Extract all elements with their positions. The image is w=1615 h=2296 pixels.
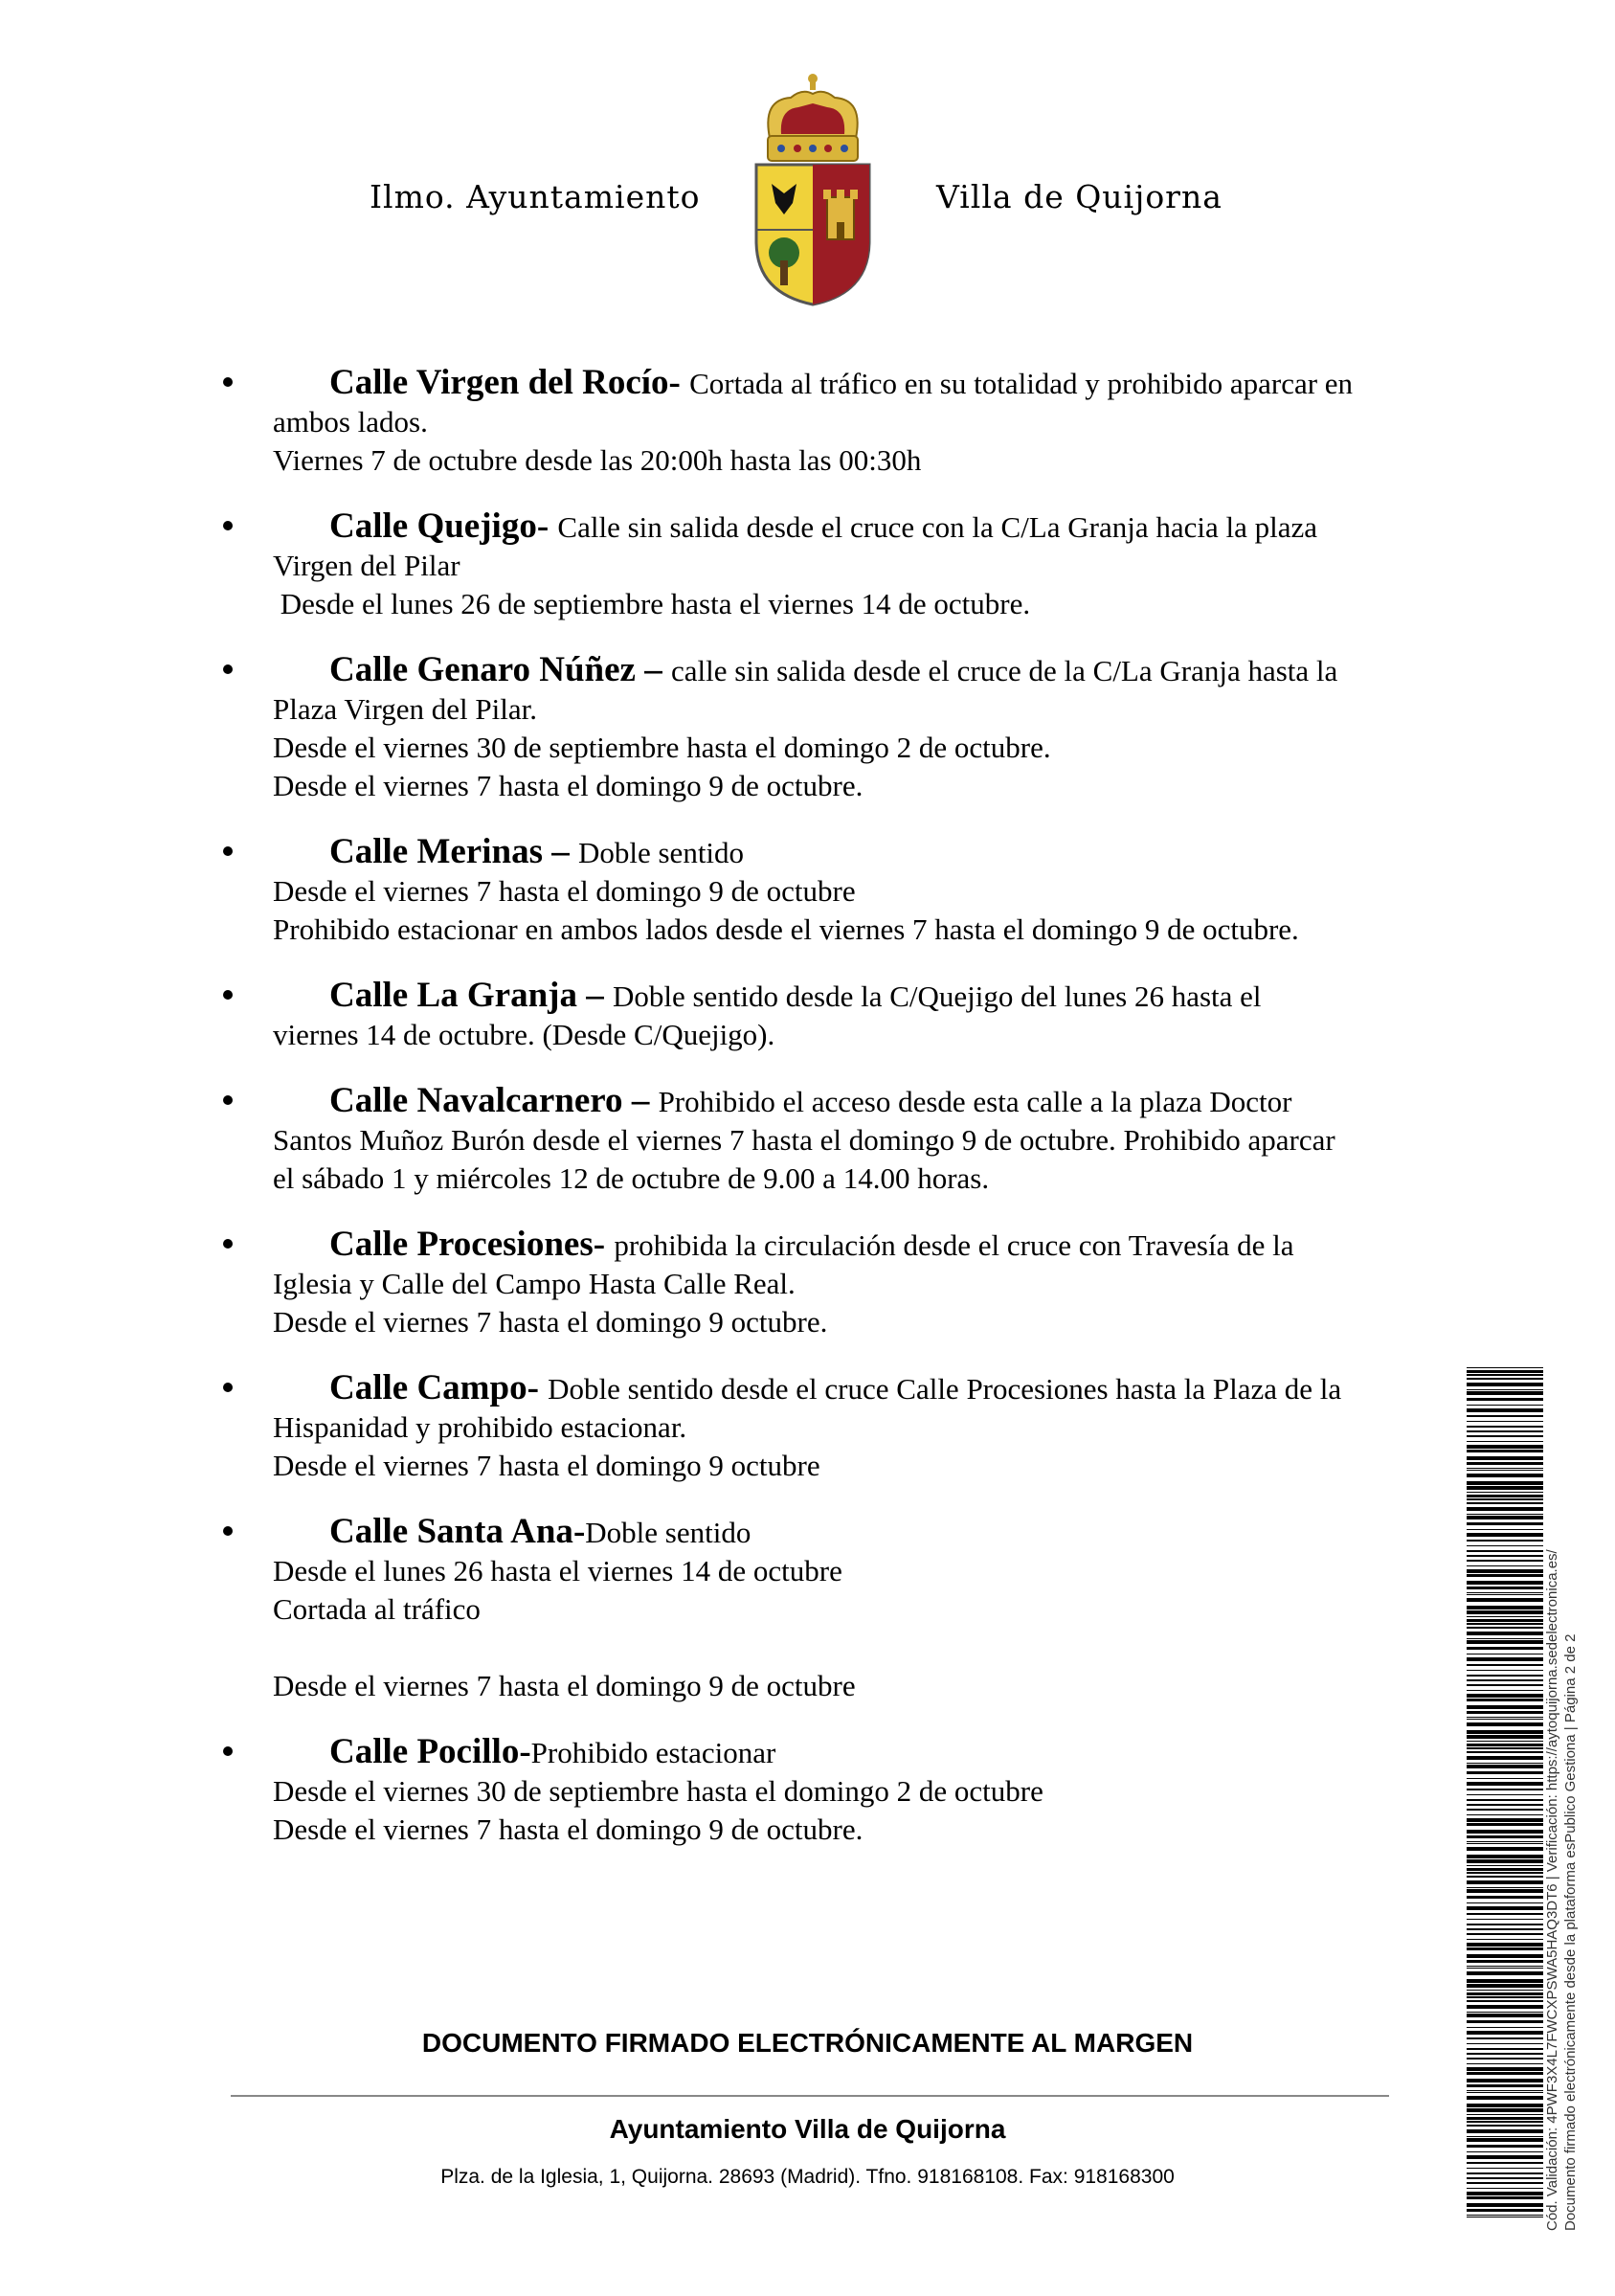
detail-line: Desde el lunes 26 hasta el viernes 14 de octubre	[273, 1554, 842, 1587]
street-description: calle sin salida desde el cruce de la C/La Granja hasta la	[670, 654, 1338, 687]
street-item	[220, 1082, 1455, 1198]
validation-line-2: Documento firmado electrónicamente desde la plataforma esPublico Gestiona | Página 2 de 2	[1562, 1633, 1579, 2231]
bullet-icon	[223, 664, 233, 674]
detail-line: Desde el viernes 7 hasta el domingo 9 de octubre	[273, 874, 856, 908]
detail-line: Desde el lunes 26 de septiembre hasta el viernes 14 de octubre.	[273, 587, 1031, 620]
street-item	[220, 1369, 1455, 1485]
detail-line: viernes 14 de octubre. (Desde C/Quejigo).	[273, 1018, 775, 1051]
footer-address: Plza. de la Iglesia, 1, Quijorna. 28693 (Madrid). Tfno. 918168108. Fax: 918168300	[440, 2166, 1175, 2188]
street-name: Calle Pocillo	[329, 1732, 520, 1771]
street-description: Doble sentido	[577, 836, 745, 869]
street-description: Prohibido el acceso desde esta calle a la plaza Doctor	[658, 1085, 1292, 1118]
street-separator: -	[519, 1732, 531, 1771]
bullet-icon	[223, 377, 233, 387]
street-item	[220, 651, 1455, 805]
detail-line: Cortada al tráfico	[273, 1592, 481, 1626]
street-item	[220, 507, 1455, 623]
street-name: Calle La Granja	[329, 976, 577, 1015]
detail-line: Desde el viernes 7 hasta el domingo 9 octubre.	[273, 1305, 828, 1339]
detail-line: Desde el viernes 30 de septiembre hasta el domingo 2 de octubre	[273, 1774, 1043, 1808]
street-separator: -	[527, 1368, 549, 1407]
detail-line: Desde el viernes 7 hasta el domingo 9 de octubre.	[273, 1812, 864, 1846]
street-separator: –	[622, 1081, 659, 1120]
bullet-icon	[223, 1383, 233, 1392]
street-separator: –	[576, 976, 613, 1015]
detail-line: Hispanidad y prohibido estacionar.	[273, 1410, 687, 1444]
street-name: Calle Virgen del Rocío	[329, 363, 669, 402]
street-description: Doble sentido desde la C/Quejigo del lunes 26 hasta el	[612, 979, 1262, 1013]
detail-line: ambos lados.	[273, 405, 428, 439]
street-description: prohibida la circulación desde el cruce con Travesía de la	[614, 1228, 1294, 1262]
street-description: Doble sentido	[585, 1516, 751, 1549]
footer-divider	[231, 2095, 1389, 2097]
footer-name: Ayuntamiento Villa de Quijorna	[609, 2114, 1006, 2144]
blank-line	[273, 1629, 1455, 1667]
street-item	[220, 833, 1455, 949]
detail-line: Santos Muñoz Burón desde el viernes 7 hasta el domingo 9 de octubre. Prohibido aparcar	[273, 1123, 1335, 1157]
street-separator: –	[542, 832, 578, 871]
header-right-title: Villa de Quijorna	[936, 178, 1222, 215]
street-separator: -	[536, 506, 558, 546]
bullet-icon	[223, 1095, 233, 1105]
street-description: Calle sin salida desde el cruce con la C/La Granja hacia la plaza	[557, 510, 1317, 544]
street-description: Cortada al tráfico en su totalidad y prohibido aparcar en	[689, 367, 1354, 400]
street-separator: -	[572, 1512, 586, 1551]
street-separator: -	[668, 363, 690, 402]
bullet-icon	[223, 1746, 233, 1756]
detail-line: Plaza Virgen del Pilar.	[273, 692, 537, 726]
street-description: Doble sentido desde el cruce Calle Procesiones hasta la Plaza de la	[548, 1372, 1342, 1406]
detail-line: Desde el viernes 7 hasta el domingo 9 octubre	[273, 1449, 820, 1482]
street-separator: -	[593, 1225, 615, 1264]
bullet-icon	[223, 1239, 233, 1249]
detail-line: Virgen del Pilar	[273, 549, 460, 582]
detail-line: Prohibido estacionar en ambos lados desde el viernes 7 hasta el domingo 9 de octubre.	[273, 912, 1299, 946]
street-item	[220, 1513, 1455, 1705]
validation-line-1: Cód. Validación: 4PWF3X4L7FWCXPSWA5HAQ3DT6 | Verificación: https://aytoquijorna.sedelectronica.es/	[1544, 1549, 1560, 2231]
street-separator: –	[635, 650, 671, 689]
street-item	[220, 1226, 1455, 1341]
detail-line: el sábado 1 y miércoles 12 de octubre de 9.00 a 14.00 horas.	[273, 1161, 990, 1195]
street-name: Calle Campo	[329, 1368, 527, 1407]
bullet-icon	[223, 521, 233, 530]
street-name: Calle Procesiones	[329, 1225, 594, 1264]
street-name: Calle Merinas	[329, 832, 543, 871]
street-name: Calle Quejigo	[329, 506, 537, 546]
street-name: Calle Santa Ana	[329, 1512, 573, 1551]
street-description: Prohibido estacionar	[530, 1736, 776, 1769]
detail-line: Viernes 7 de octubre desde las 20:00h hasta las 00:30h	[273, 443, 922, 477]
bullet-icon	[223, 1526, 233, 1536]
validation-side-text	[1543, 1369, 1580, 2231]
street-item	[220, 1733, 1455, 1849]
detail-line: Desde el viernes 30 de septiembre hasta el domingo 2 de octubre.	[273, 731, 1051, 764]
street-item	[220, 364, 1455, 480]
street-name: Calle Genaro Núñez	[329, 650, 636, 689]
street-list	[220, 364, 1455, 1877]
street-item	[220, 977, 1455, 1054]
bullet-icon	[223, 846, 233, 856]
detail-line: Desde el viernes 7 hasta el domingo 9 de octubre	[273, 1669, 856, 1702]
bullet-icon	[223, 990, 233, 1000]
header-left-title: Ilmo. Ayuntamiento	[370, 178, 701, 215]
signed-notice: DOCUMENTO FIRMADO ELECTRÓNICAMENTE AL MARGEN	[421, 2028, 1194, 2058]
coat-of-arms-icon	[752, 71, 873, 306]
detail-line: Desde el viernes 7 hasta el domingo 9 de octubre.	[273, 769, 864, 802]
street-name: Calle Navalcarnero	[329, 1081, 623, 1120]
detail-line: Iglesia y Calle del Campo Hasta Calle Real.	[273, 1267, 796, 1300]
